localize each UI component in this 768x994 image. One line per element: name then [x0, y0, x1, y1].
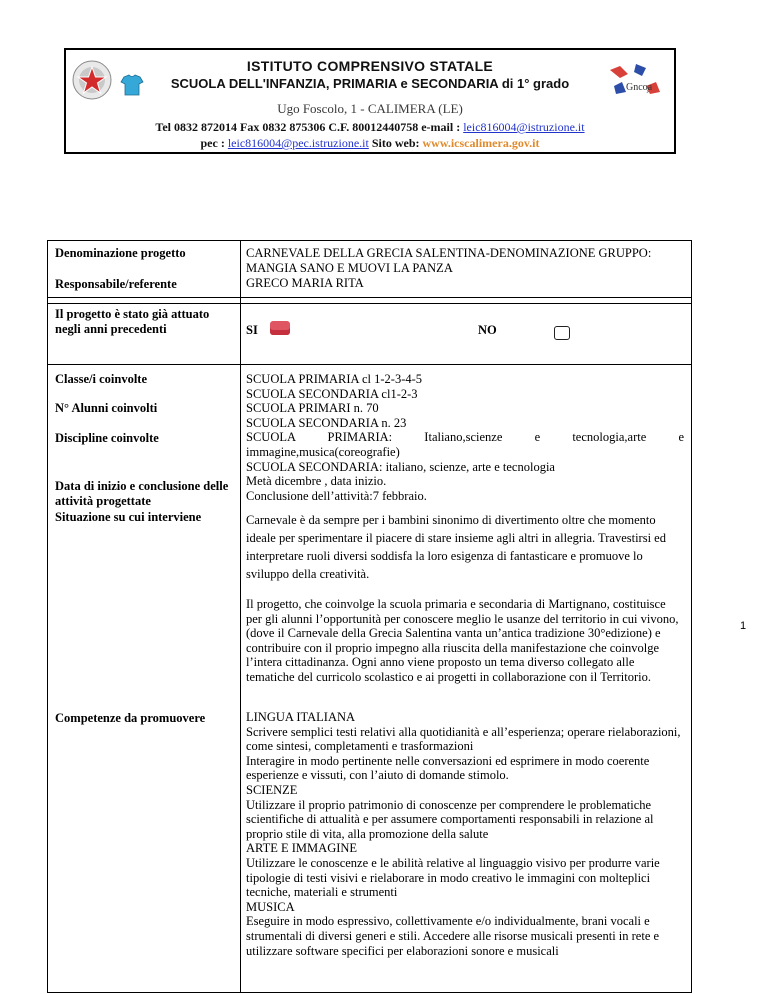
school-levels: SCUOLA DELL'INFANZIA, PRIMARIA e SECONDARIA di 1° grado [170, 76, 570, 91]
si-checkbox[interactable] [270, 321, 290, 335]
value-discipline-primaria: SCUOLA PRIMARIA: Italiano,scienze e tecnologia,arte e immagine,musica(coreografie) [246, 430, 684, 459]
no-checkbox[interactable] [554, 326, 570, 340]
label-situazione: Situazione su cui interviene [55, 510, 202, 524]
value-classi-secondaria: SCUOLA SECONDARIA cl1-2-3 [246, 386, 418, 401]
value-classi-primaria: SCUOLA PRIMARIA cl 1-2-3-4-5 [246, 372, 423, 386]
contacts-line [66, 120, 674, 135]
competenze-line: SCIENZE [246, 782, 298, 797]
competenze-line: Scrivere semplici testi relativi alla quotidianità e all’esperienza; operare rielaborazioni, come sintesi, completamenti e trasformazioni [246, 724, 681, 754]
label-classi: Classe/i coinvolte [55, 372, 148, 386]
institute-name: ISTITUTO COMPRENSIVO STATALE [246, 58, 494, 74]
value-alunni-secondaria: SCUOLA SECONDARIA n. 23 [246, 415, 407, 430]
value-denominazione: CARNEVALE DELLA GRECIA SALENTINA-DENOMINAZIONE GRUPPO: MANGIA SANO E MUOVI LA PANZA [246, 246, 652, 275]
label-attuato: Il progetto è stato già attuato negli anni precedenti [55, 307, 210, 336]
logo-text: Gnco̧a [626, 82, 653, 93]
email-link[interactable]: leic816004@istruzione.it [463, 120, 585, 134]
label-data: Data di inizio e conclusione delle attività progettate [55, 479, 229, 508]
competenze-line: Utilizzare il proprio patrimonio di conoscenze per comprendere le problematiche scientifiche di attualità e per assumere comportamenti responsabili in relazione al proprio stile di vita, alla promozione della salute [246, 797, 654, 841]
value-data-conclusione: Conclusione dell’attività:7 febbraio. [246, 488, 427, 503]
row-divider [48, 364, 691, 365]
value-data-inizio: Metà dicembre , data inizio. [246, 474, 387, 489]
label-discipline: Discipline coinvolte [55, 431, 159, 445]
value-alunni-primaria: SCUOLA PRIMARI n. 70 [246, 401, 379, 416]
value-competenze [246, 710, 684, 958]
competenze-line: Eseguire in modo espressivo, collettivamente e/o individualmente, brani vocali e strumentali di diversi generi e stili. Accedere alle risorse musicali presenti in rete e utilizzare software specifici per elaborazioni sonore e musicali [246, 914, 660, 958]
competenze-line: Interagire in modo pertinente nelle conversazioni ed esprimere in modo coerente esperienze e vissuti, con l’aiuto di domande stimolo. [246, 753, 650, 783]
pec-line [66, 136, 674, 151]
value-situazione-p2: Il progetto, che coinvolge la scuola primaria e secondaria di Martignano, costituisce per gli alunni l’opportunità per conoscere meglio le usanze del territorio in cui vivono, (dove il Carnevale della Grecia Salentina vanta un’antica tradizione 30°edizione) e contribuire con il proprio impegno alla riuscita della manifestazione che coinvolge l’intera cittadinanza. Ogni anno viene proposto un tema diverso collegato alle tematiche del curricolo scolastico e ai progetti in collaborazione con il Territorio. [246, 597, 679, 684]
pec-link[interactable]: leic816004@pec.istruzione.it [227, 136, 369, 150]
label-alunni: N° Alunni coinvolti [55, 401, 158, 415]
school-address: Ugo Foscolo, 1 - CALIMERA (LE) [277, 101, 463, 116]
row-divider [48, 303, 691, 304]
value-situazione-p1: Carnevale è da sempre per i bambini sinonimo di divertimento oltre che momento ideale per sperimentare il piacere di stare insieme agli altri in allegria. Travestirsi ed interpretare ruoli diversi soddisfa la loro esigenza di fantasticare e promuove lo sviluppo della creatività. [246, 513, 666, 581]
competenze-line: LINGUA ITALIANA [246, 710, 356, 724]
pec-label: pec : [200, 136, 228, 150]
column-divider [240, 241, 241, 992]
website-link[interactable]: www.icscalimera.gov.it [422, 136, 540, 150]
label-competenze: Competenze da promuovere [55, 711, 206, 725]
value-discipline-secondaria: SCUOLA SECONDARIA: italiano, scienze, arte e tecnologia [246, 459, 555, 474]
competenze-line: ARTE E IMMAGINE [246, 841, 358, 856]
competenze-line: MUSICA [246, 899, 295, 914]
value-responsabile: GRECO MARIA RITA [246, 276, 364, 290]
competenze-line: Utilizzare le conoscenze e le abilità relative al linguaggio visivo per produrre varie tipologie di testi visivi e rielaborare in modo creativo le immagini con molteplici tecniche, materiali e strumenti [246, 855, 660, 900]
site-label: Sito web: [368, 136, 423, 150]
page-number: 1 [740, 620, 747, 632]
project-table [47, 240, 692, 993]
label-denominazione: Denominazione progetto [55, 246, 186, 260]
row-divider [48, 297, 691, 298]
value-classi [246, 372, 684, 503]
letterhead [64, 48, 676, 154]
contacts-text: Tel 0832 872014 Fax 0832 875306 C.F. 80012440758 e-mail : [155, 120, 464, 134]
si-label: SI [246, 323, 258, 337]
label-responsabile: Responsabile/referente [55, 277, 177, 291]
no-label: NO [478, 323, 497, 337]
si-no-choice [246, 321, 686, 341]
